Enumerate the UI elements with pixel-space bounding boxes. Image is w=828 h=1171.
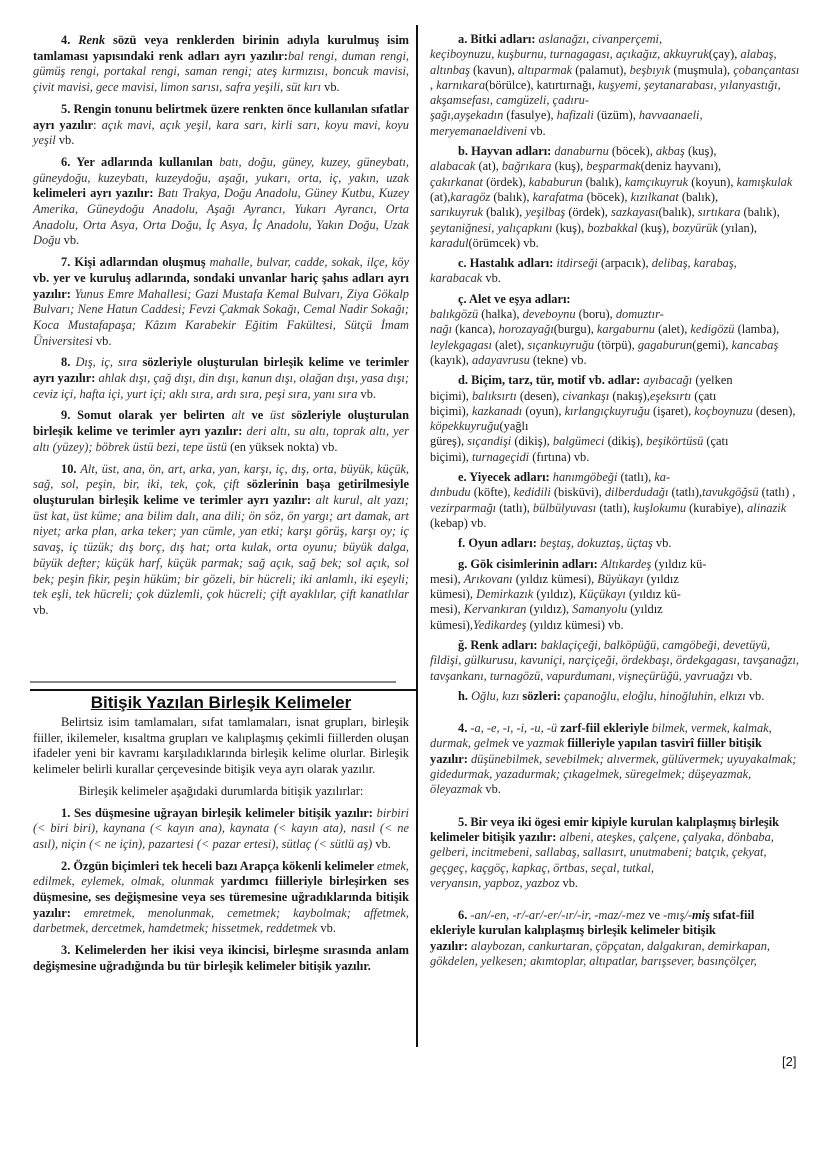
example-text: karnıkara [436,77,486,92]
example-text: alt kurul, alt yazı; üst kat, üst küme; ana bilim dalı, ana dili; ön söz, ön yargı; art damak, art niyet; arka plan, arka teker; yan cümle, yan etki; karşı görüş, karşı oy; iç savaş, iç tüzük; dış borç, dış hat; orta kulak, orta oyunu; büyük dalga, büyük defter; küçük harf, küçük parmak; sağ açık, sağ bek; sol açık, sol bek; peşin fikir, peşin hüküm; bir gözeli, bir hücreli; iki anlamlı, iki eşeyli; tek eşli, tek hücreli; çok düzlemli, çok hücreli; çift ayaklılar, çift kanatlılar [33,492,409,602]
plain-text: (dikiş), [604,434,647,449]
rule-text-bold: 10. [61,461,81,476]
example-text: -mış/- [663,908,693,923]
rule-text-bold: sözü veya renklerden birinin adıyla kurulmuş isim tamlaması yapısındaki renk adları ayrı yazılır: [33,33,409,63]
example-text: gagaburun [637,337,693,352]
paragraph [33,859,409,938]
example-text: domuztır- nağı [430,307,664,337]
example-text: aslanağzı [538,32,587,46]
example-text: Yunus Emre Mahallesi; Gazi Mustafa Kemal Bulvarı, Ziya Gökalp Bulvarı; Nene Hatun Caddesi; Fevzi Çakmak Sokağı, Cemal Nadir Sokağı; Koca Mustafapaşa; Kâzım Karabekir Eğitim Fakültesi, Sütçü İmam Üniversitesi [33,286,409,348]
rule-text-bold: 5. Bir veya iki ögesi emir kipiyle kurulan kalıplaşmış birleşik kelimeler bitişik yazılır: [430,814,780,844]
example-text: karadul [430,235,469,250]
plain-text: (kurabiye), [686,500,747,515]
example-text: sıçankuyruğu [527,337,595,352]
example-text: adayavrusu [471,352,530,367]
plain-text: (palamut), [572,62,630,77]
rule-text-bold: 5. Rengin tonunu belirtmek üzere renkten önce kullanılan sıfatlar ayrı yazılır [33,101,409,132]
example-text: mahalle, bulvar, cadde, sokak, ilçe, köy [209,255,409,270]
section-divider-gray [30,681,396,683]
plain-text: (işaret), [649,403,695,418]
plain-text: : [93,117,102,132]
plain-text: (kavun), [469,62,518,77]
plain-text: (balık), [490,189,533,204]
example-text: civanperçemi, keçiboynuzu, kuşburnu, turnagagası, açıkağız, akkuyruk [430,32,709,62]
example-text: Oğlu, kızı [471,688,520,703]
plain-text: (yıldız kü- mesi), [430,587,681,617]
right-column-rules [430,32,802,974]
plain-text: (arpacık), [597,256,652,271]
plain-text: (nakış), [609,388,650,403]
plain-text: (yıldız kümesi) vb. [526,617,624,632]
plain-text: (kayık), [430,352,472,367]
rule-text-bold: sözleriyle oluşturulan birleşik kelime ve terimler ayrı yazılır: [33,408,410,439]
paragraph [430,638,802,684]
rule-text-bold: c. Hastalık adları: [458,256,557,271]
plain-text: (kuş), [687,144,717,159]
rule-text-bold: d. Biçim, tarz, tür, motif vb. adlar: [458,373,644,388]
rule-text-bold: ğ. Renk adları: [458,637,541,652]
example-text: kamışkulak [736,174,793,189]
plain-text: (tekne) vb. [529,352,587,367]
plain-text: (burgu), [553,322,597,337]
example-text: horozayağı [498,322,554,337]
rule-text-bold: sözleriyle oluşturulan birleşik kelime ve terimler ayrı yazılır: [33,355,410,386]
example-text: itdirseği [556,256,598,271]
plain-text: vb. [92,333,112,348]
plain-text: (halka), [478,307,523,322]
example-text: kızılkanat [630,189,679,204]
plain-text: (üzüm), [593,108,639,123]
example-text: beşbıyık [629,62,671,77]
paragraph [430,557,802,633]
plain-text: (törpü), [594,337,638,352]
example-text: leylekgagası [430,337,492,352]
plain-text: (boru), [575,307,616,322]
plain-text: (çatı biçimi), [430,434,729,464]
example-text: kuşlokumu [633,500,687,515]
example-text: Dış, iç, sıra [75,355,138,370]
example-text: emretmek, menolunmak, cemetmek; kaybolmak; affetmek, darbetmek, dercetmek, hamdetmek; hissetmek, reddetmek [33,905,409,936]
compound-words-section [33,693,409,981]
rule-text-bold: 7. Kişi adlarından oluşmuş [61,255,210,270]
rule-text-bold: sözleri: [519,688,565,703]
example-text: alt [231,408,245,423]
example-text: bozyürük [672,220,718,235]
plain-text: (alet), [654,322,691,337]
example-text: Altıkardeş [600,556,652,571]
example-text: deri altı, su altı, toprak altı, yer altı (yüzey); böbrek üstü bezi, tepe üstü [33,424,409,454]
plain-text: (balık), [483,205,526,220]
plain-text: (dikiş), [511,434,553,449]
paragraph [33,943,409,974]
plain-text: (yıldız), [533,587,580,602]
plain-text: (bisküvi), [550,485,605,500]
plain-text: (balık), [743,205,780,220]
plain-text: vb. [652,536,672,551]
example-text: Batı Trakya, Doğu Anadolu, Güney Kutbu, Kuzey Amerika, Güneydoğu Anadolu, Aşağı Ayrancı, Yukarı Ayrancı, Orta Anadolu, Orta Asya, Orta Doğu, İç Asya, İç Anadolu, Yakın Doğu, Uzak Doğu [33,186,410,248]
example-text: deveboynu [522,307,576,322]
rule-text-bold: zarf-fiil ekleriyle [557,721,652,736]
plain-text: (fırtına) vb. [529,449,590,464]
plain-text: (köfte), [470,485,514,500]
plain-text: (tatlı), [596,500,634,515]
example-text: dilberdudağı [604,485,669,500]
plain-text: (kuş), [552,220,588,235]
example-text: köpekkuyruğu [430,419,500,434]
paragraph [430,256,802,287]
example-text: bilmek, vermek, kalmak, durmak, gelmek [430,721,772,751]
example-text: Demirkazık [476,587,534,602]
example-text: çobançantası [733,62,800,77]
plain-text: (yağlı güreş), [430,419,529,449]
example-text: beşikörtüsü [646,434,704,449]
plain-text: (gemi), [692,337,732,352]
example-text: kuşyemi, şeytanarabası, yılanyastığı, akşamsefası, camgüzeli, çadıru- şağı,ayşekadın [430,77,781,123]
example-text: alabaş, altınbaş [430,47,777,77]
plain-text: vb. [60,233,80,248]
example-text: Alt, üst, ana, ön, art, arka, yan, karşı, iç, dış, orta, büyük, küçük, sağ, sol, peşin, bir, iki, tek, çok, çift [33,461,409,492]
plain-text: (böcek), [583,189,631,204]
paragraph [33,102,409,149]
example-text: turnageçidi [471,449,530,464]
rule-text-bold: 3. Kelimelerden her ikisi veya ikincisi, birleşme sırasında anlam değişmesine uğradığında bu tür birleşik kelimeler bitişik yazılır. [33,943,409,973]
plain-text: (en yüksek nokta) vb. [226,439,338,454]
example-text: vezirparmağı [430,500,497,515]
paragraph [430,721,802,797]
plain-text: vb. [733,668,753,683]
plain-text: , [586,32,593,46]
example-text: alaybozan, cankurtaran, çöpçatan, dalgakıran, demirkapan, gökdelen, yelkesen; akımtoplar, altıpatlar, barışsever, basınçölçer, [430,938,771,969]
rule-text-bold: yardımcı fiilleriyle birleşirken ses düşmesine, ses değişmesine veya ses türemesine uğradıklarında bitişik yazılır: [33,874,409,920]
plain-text: (lamba), [734,322,780,337]
rule-text-bold: Renk [78,33,106,47]
paragraph [33,715,409,778]
example-text: bülbülyuvası [532,500,597,515]
plain-text: (yıldız), [526,602,573,617]
example-text: batı, doğu, güney, kuzey, güneybatı, güneydoğu, kuzeybatı, kuzeydoğu, aşağı, yukarı, orta, iç, yakın, uzak [33,154,409,185]
plain-text: (tatlı) , [758,485,796,500]
plain-text: (ördek), [483,174,529,189]
plain-text: (tatlı), [617,470,655,485]
example-text: kedidili [513,485,551,500]
rule-text-bold: 4. [61,33,79,47]
plain-text: ve [509,736,528,751]
paragraph [33,355,409,402]
example-text: akbaş [655,144,685,159]
plain-text: (kebap) vb. [430,515,487,530]
paragraph [430,292,802,368]
rule-text-bold: f. Oyun adları: [458,536,540,551]
example-text: sarıkuyruk [430,205,483,220]
example-text: düşünebilmek, sevebilmek; alıvermek, gülüvermek; uyuyakalmak; gidedurmak, yazadurmak; çıkagelmek, süregelmek; düşeyazmak, öleyazmak [430,751,797,797]
example-text: kazkanadı [471,403,523,418]
example-text: beştaş, dokuztaş, üçtaş [539,536,653,551]
example-text: karafatma [532,189,584,204]
plain-text: vb. [482,271,501,286]
plain-text: (desen), [516,388,563,403]
example-text: üst [270,408,285,423]
paragraph [430,689,802,704]
plain-text: vb. [372,836,391,851]
example-text: kırlangıçkuyruğu [564,403,650,418]
plain-text: vb. [559,875,578,890]
example-text: çapanoğlu, eloğlu, hinoğluhin, elkızı [564,688,746,703]
paragraph [430,536,802,551]
plain-text: (yıldız kümesi), [430,571,679,602]
example-text: Kervankıran [463,602,527,617]
plain-text: (kanca), [452,322,499,337]
plain-text: (koyun), [688,174,737,189]
paragraph [430,908,802,969]
example-text: sırtıkara [697,205,741,220]
example-text: hanımgöbeği [552,470,618,485]
plain-text: (desen), [752,403,796,418]
example-text: balgümeci [552,434,605,449]
plain-text: (yelken biçimi), [430,373,733,403]
example-text: karagöz [450,189,491,204]
rule-text-bold: 8. [61,355,76,370]
paragraph [33,408,409,455]
plain-text: , [430,77,437,92]
example-text: Samanyolu [572,602,628,617]
example-text: Büyükayı [597,571,644,586]
plain-text: (balık), [658,205,698,220]
example-text: bozbakkal [587,220,638,235]
paragraph [430,144,802,251]
example-text: delibaş, karabaş, karabacak [430,256,737,286]
plain-text: (çay), [708,47,741,62]
rule-text-bold: vb. yer ve kuruluş adlarında, sondaki unvanlar hariç şahıs adları ayrı yazılır: [33,270,409,301]
example-text: hafizali [556,108,594,123]
plain-text: (muşmula), [670,62,734,77]
plain-text: (kuş), [551,159,587,174]
plain-text: Belirtsiz isim tamlamaları, sıfat tamlamaları, isnat grupları, birleşik fiiller, ikilemeler, kısaltma grupları ve kalıplaşmış çekimli fiillerden oluşan ifadeler yeni bir kavramı karşıladıklarında birleşik kelime olurlar. Birleşik kelimeler belirli kurallar çerçevesinde bitişik veya ayrı olarak yazılır. [33,715,409,777]
example-text: kababurun [528,174,583,189]
plain-text: vb. [321,80,340,95]
example-text: ka- dınbudu [430,470,671,500]
example-text: baklaçiçeği, balköpüğü, camgöbeği, devetüyü, fildişi, gülkurusu, kavuniçi, narçiçeği, ördekbaşı, ördekgagası, tavşanağzı, tavşankanı, turnagözü, vapurdumanı, vişneçürüğü, yavruağzı [430,637,800,683]
rule-text-bold: 2. Özgün biçimleri tek heceli bazı Arapça kökenli kelimeler [61,858,377,873]
rule-text-bold: 9. Somut olarak yer belirten [61,408,232,423]
section-body [33,715,409,975]
example-text: eşeksırtı [649,388,692,403]
plain-text: (yıldız kümesi), [512,571,598,586]
rule-text-bold: sıfat-fiil ekleriyle kurulan kalıplaşmış birleşik kelimeler bitişik yazılır: [430,908,755,953]
plain-text: (çatı biçimi), [430,388,717,418]
paragraph [430,373,802,465]
rule-text-bold: g. Gök cisimlerinin adları: [458,556,601,571]
plain-text: (fasulye), [503,108,557,123]
example-text: bal rengi, duman rengi, gümüş rengi, portakal rengi, saman rengi; ateş kırmızısı, boncuk mavisi, çivit mavisi, gece mavisi, limon sarısı, safra yeşili, süt kırı [33,48,409,95]
example-text: açık mavi, açık yeşil, kara sarı, kirli sarı, koyu mavi, koyu yeşil [33,117,409,148]
plain-text: (alet), [491,337,528,352]
paragraph [33,462,409,619]
left-column-rules [33,33,409,625]
example-text: Arıkovanı [463,571,513,586]
example-text: Yedikardeş [473,617,527,632]
plain-text: ve [645,908,664,923]
plain-text: (at), [475,159,502,174]
plain-text: (ördek), [565,205,612,220]
rule-text-bold: sözlerinin başa getirilmesiyle oluşturulan birleşik kelime ve terimler ayrı yazılır: [33,477,409,507]
rule-text-bold: ç. Alet ve eşya adları: [458,291,571,306]
rule-text-bold: 6. Yer adlarında kullanılan [61,154,220,169]
plain-text: (yıldız kü- mesi), [430,556,707,586]
example-text: sıçandişi [467,434,512,449]
example-text: alabacak [430,159,476,174]
plain-text: (oyun), [522,403,565,418]
example-text: sazkayası [611,205,659,220]
example-text: ahlak dışı, çağ dışı, din dışı, kanun dışı, olağan dışı, yasa dışı; ceviz içi, hafta içi, yurt içi; aklı sıra, ardı sıra, peşi sıra, yanı sıra [33,371,409,401]
plain-text: (tatlı), [496,500,533,515]
paragraph [33,155,409,249]
plain-text: (deniz hayvanı), [640,159,722,174]
example-text: kancabaş [731,337,779,352]
plain-text: (tatlı), [668,485,703,500]
paragraph [33,33,409,96]
plain-text: vb. [482,782,501,797]
section-title: Bitişik Yazılan Birleşik Kelimeler [90,693,352,712]
plain-text: vb. [33,602,49,617]
rule-text-bold: 1. Ses düşmesine uğrayan birleşik kelimeler bitişik yazılır: [61,805,377,820]
example-text: birbiri (< biri biri), kaynana (< kayın ana), kaynata (< kayın ata), nasıl (< ne asıl), niçin (< ne için), pazartesi (< pazar ertesi), sütlaç (< sütlü aş) [33,805,409,851]
example-text: balıkgözü [430,307,479,322]
plain-text: (balık), [582,174,625,189]
rule-text-bold: miş [692,908,710,923]
plain-text: (örümcek) vb. [468,235,539,250]
example-text: altıparmak [517,62,573,77]
plain-text: vb. [745,688,765,703]
example-text: alinazik [746,500,787,515]
example-text: şeytaniğnesi, yalıçapkını [430,220,553,235]
plain-text: vb. [317,921,336,936]
rule-text-bold: 4. [458,721,471,736]
paragraph [430,815,802,891]
example-text: çakırkanat [430,174,483,189]
example-text: albeni, ateşkes, çalçene, çalyaka, dönbaba, gelberi, incitmebeni, sallabaş, sallasırt, unutmabeni; batçık, çekyat, geçgeç, kaçgöç, kapkaç, örtbas, seçal, tutkal, veryansın, yapboz, yazboz [430,829,774,890]
paragraph [33,255,409,349]
example-text: bağrıkara [501,159,552,174]
column-divider [416,25,418,1047]
example-text: etmek, edilmek, eylemek, olmak, olunmak [33,858,409,889]
example-text: balıksırtı [471,388,517,403]
example-text: kamçıkuyruk [624,174,689,189]
plain-text: (yılan), [717,220,757,235]
paragraph [33,806,409,853]
rule-text-bold: e. Yiyecek adları: [458,470,553,485]
rule-text-bold: b. Hayvan adları: [458,144,555,159]
paragraph [430,32,802,139]
example-text: koçboynuzu [694,403,753,418]
example-text: kargaburnu [596,322,655,337]
rule-text-bold: fiilleriyle yapılan tasvirî fiiller bitişik yazılır: [430,736,762,766]
rule-text-bold: h. [458,688,472,703]
paragraph [430,470,802,531]
plain-text: (balık), [681,189,719,204]
example-text: yeşilbaş [525,205,566,220]
plain-text: (kuş), [637,220,673,235]
plain-text: vb. [357,386,377,401]
example-text: ayıbacağı [643,373,693,388]
rule-text-bold: a. Bitki adları: [458,32,539,46]
rule-text-bold: kelimeleri ayrı yazılır: [33,186,158,201]
example-text: -an/-en, -r/-ar/-er/-ır/-ir, -maz/-mez [470,908,646,923]
plain-text: (böcek), [608,144,656,159]
example-text: tavukgöğsü [702,485,759,500]
section-divider-black [30,689,418,691]
example-text: kedigözü [690,322,735,337]
plain-text: (at), [430,189,451,204]
example-text: yazmak [527,736,565,751]
page-number: [2] [782,1054,797,1069]
example-text: -a, -e, -ı, -i, -u, -ü [470,721,558,736]
rule-text-bold: 6. [458,908,471,923]
plain-text: vb. [55,133,75,148]
example-text: civankaşı [562,388,610,403]
example-text: beşparmak [586,159,641,174]
rule-text-bold: ve [244,408,271,423]
example-text: havvaanaeli, meryemanaeldiveni [430,108,703,138]
plain-text: (yıldız kümesi), [430,602,663,632]
paragraph [33,784,409,800]
plain-text: (börülce), katırtırnağı, [485,77,598,92]
example-text: danaburnu [554,144,609,159]
example-text: Küçükayı [579,587,626,602]
plain-text: vb. [527,123,546,138]
plain-text: Birleşik kelimeler aşağıdaki durumlarda bitişik yazılırlar: [78,783,364,798]
